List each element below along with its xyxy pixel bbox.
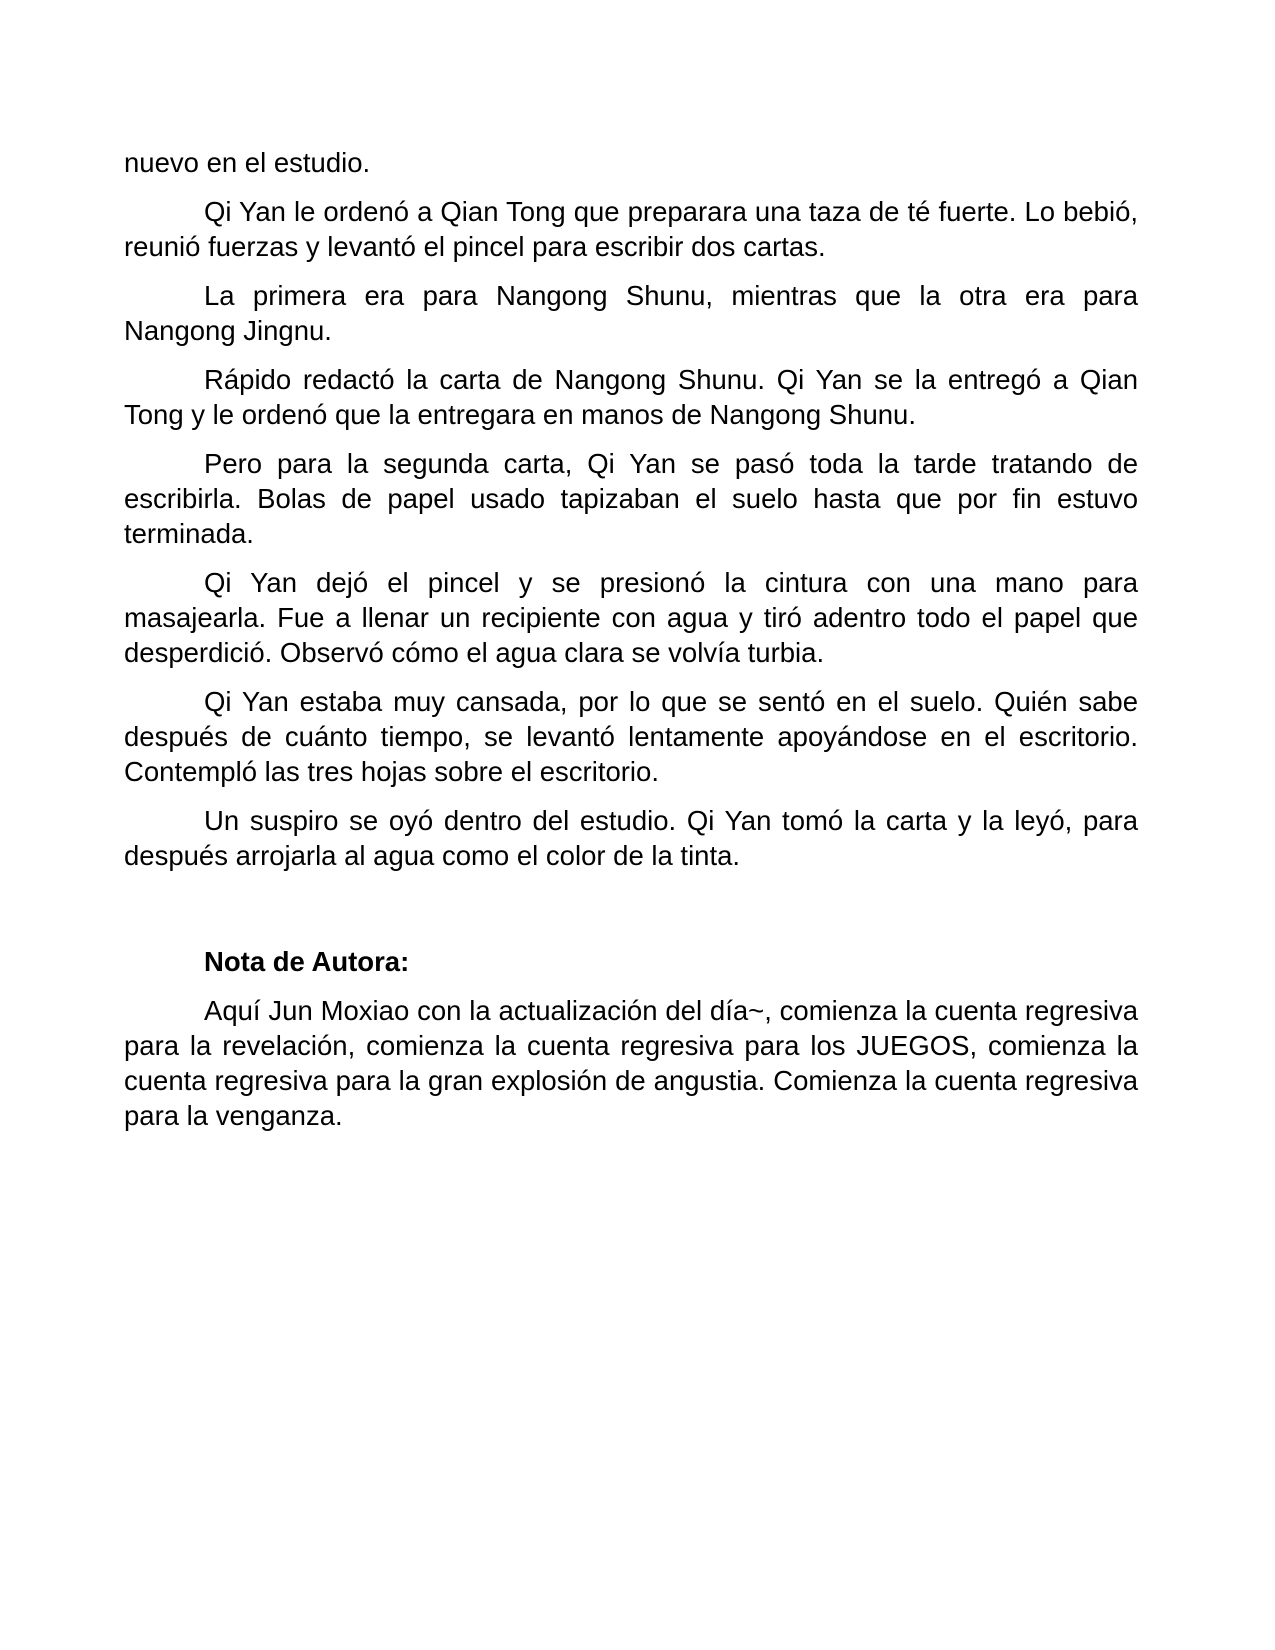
paragraph: Rápido redactó la carta de Nangong Shunu. Qi Yan se la entregó a Qian Tong y le ordenó que la entregara en manos de Nangong Shunu. <box>124 364 1138 430</box>
paragraph: Pero para la segunda carta, Qi Yan se pasó toda la tarde tratando de escribirla. Bolas de papel usado tapizaban el suelo hasta que por fin estuvo terminada. <box>124 448 1138 549</box>
paragraph: Qi Yan estaba muy cansada, por lo que se sentó en el suelo. Quién sabe después de cuánto tiempo, se levantó lentamente apoyándose en el escritorio. Contempló las tres hojas sobre el escritorio. <box>124 686 1138 787</box>
paragraph: Qi Yan le ordenó a Qian Tong que preparara una taza de té fuerte. Lo bebió, reunió fuerzas y levantó el pincel para escribir dos cartas. <box>124 196 1138 262</box>
paragraph: nuevo en el estudio. <box>124 147 371 178</box>
paragraph: La primera era para Nangong Shunu, mientras que la otra era para Nangong Jingnu. <box>124 280 1138 346</box>
author-note-heading: Nota de Autora: <box>204 946 410 977</box>
author-note-text: Aquí Jun Moxiao con la actualización del día~, comienza la cuenta regresiva para la revelación, comienza la cuenta regresiva para los JUEGOS, comienza la cuenta regresiva para la gran explosión de angustia. Comienza la cuenta regresiva para la venganza. <box>124 995 1138 1131</box>
document-body <box>124 145 1138 1147</box>
paragraph: Un suspiro se oyó dentro del estudio. Qi Yan tomó la carta y la leyó, para después arrojarla al agua como el color de la tinta. <box>124 805 1138 871</box>
paragraph: Qi Yan dejó el pincel y se presionó la cintura con una mano para masajearla. Fue a llenar un recipiente con agua y tiró adentro todo el papel que desperdició. Observó cómo el agua clara se volvía turbia. <box>124 567 1138 668</box>
